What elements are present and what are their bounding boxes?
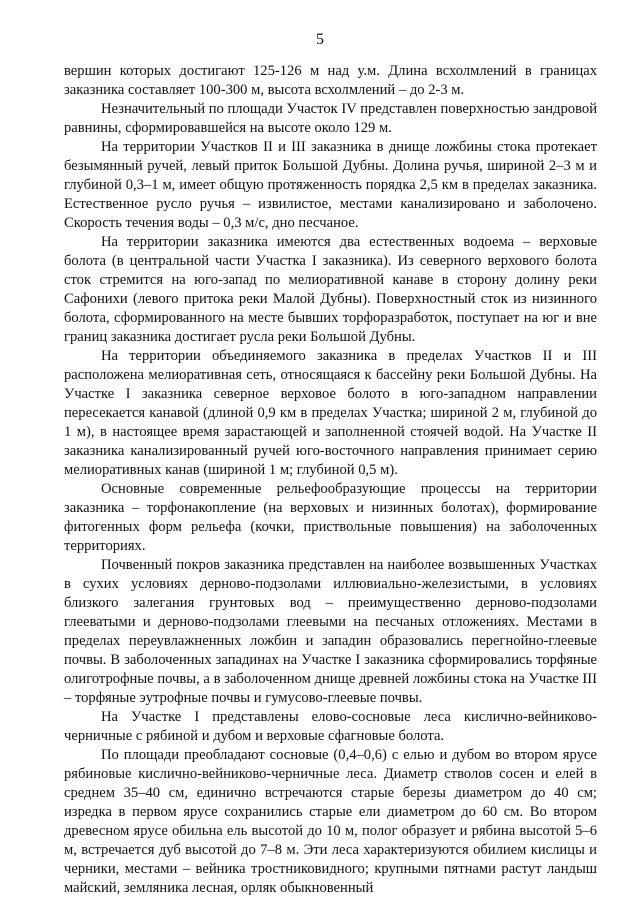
paragraph-soils: Почвенный покров заказника представлен на наиболее возвышенных Участках в сухих условиях дерново-подзолами иллювиально-железистыми, в условиях близкого залегания грунтовых вод – преимущественно дерново-подзолами глееватыми и дерново-подзолами глеевыми на песчаных отложениях. Местами в пределах переувлажненных ложбин и западин образовались перегнойно-глеевые почвы. В заболоченных западинах на Участке I заказника сформировались торфяные олиготрофные почвы, а в заболоченном днище древней ложбины стока на Участке III – торфяные эутрофные почвы и гумусово-глеевые почвы. bbox=[64, 557, 597, 706]
paragraph-stream: На территории Участков II и III заказника в днище ложбины стока протекает безымянный ручей, левый приток Большой Дубны. Долина ручья, шириной 2–3 м и глубиной 0,3–1 м, имеет общую протяженность порядка 2,5 км в пределах заказника. Естественное русло ручья – извилистое, местами канализировано и заболочено. Скорость течения воды – 0,3 м/с, дно песчаное. bbox=[64, 139, 597, 231]
paragraph-plot-iv: Незначительный по площади Участок IV представлен поверхностью зандровой равнины, сформировавшейся на высоте около 129 м. bbox=[64, 101, 597, 136]
paragraph-plot-i-forests: На Участке I представлены елово-сосновые леса кислично-вейниково-черничные с рябиной и дубом и верховые сфагновые болота. bbox=[64, 709, 597, 744]
body-text bbox=[64, 62, 597, 898]
paragraph-drainage-network: На территории объединяемого заказника в пределах Участков II и III расположена мелиоративная сеть, относящаяся к бассейну реки Большой Дубны. На Участке I заказника северное верховое болото в юго-западном направлении пересекается канавой (длиной 0,9 км в пределах Участка; шириной 2 м, глубиной до 1 м), в настоящее время зарастающей и заполненной стоячей водой. На Участке II заказника канализированный ручей юго-восточного направления принимает серию мелиоративных канав (шириной 1 м; глубиной 0,5 м). bbox=[64, 348, 597, 478]
paragraph-relief-processes: Основные современные рельефообразующие процессы на территории заказника – торфонакопление (на верховых и низинных болотах), формирование фитогенных форм рельефа (кочки, приствольные повышения) на заболоченных территориях. bbox=[64, 481, 597, 554]
paragraph-pine-forests: По площади преобладают сосновые (0,4–0,6) с елью и дубом во втором ярусе рябиновые кислично-вейниково-черничные леса. Диаметр стволов сосен и елей в среднем 35–40 см, единично встречаются старые березы диаметром до 40 см; изредка в первом ярусе сохранились старые ели диаметром до 60 см. Во втором древесном ярусе обильна ель высотой до 10 м, полог образует и рябина высотой 5–6 м, встречается дуб высотой до 7–8 м. Эти леса характеризуются обилием кислицы и черники, местами – вейника тростниковидного; крупными пятнами растут ландыш майский, земляника лесная, орляк обыкновенный bbox=[64, 747, 597, 896]
paragraph-continuation: вершин которых достигают 125-126 м над у.м. Длина всхолмлений в границах заказника составляет 100-300 м, высота всхолмлений – до 2-3 м. bbox=[64, 63, 597, 98]
page-number: 5 bbox=[316, 31, 324, 48]
paragraph-water-bodies: На территории заказника имеются два естественных водоема – верховые болота (в центральной части Участка I заказника). Из северного верхового болота сток стремится на юго-запад по мелиоративной канаве в сторону долину реки Сафонихи (левого притока реки Малой Дубны). Поверхностный сток из низинного болота, сформированного на месте бывших торфоразработок, поступает на юг и вне границ заказника достигает русла реки Большой Дубны. bbox=[64, 234, 597, 345]
